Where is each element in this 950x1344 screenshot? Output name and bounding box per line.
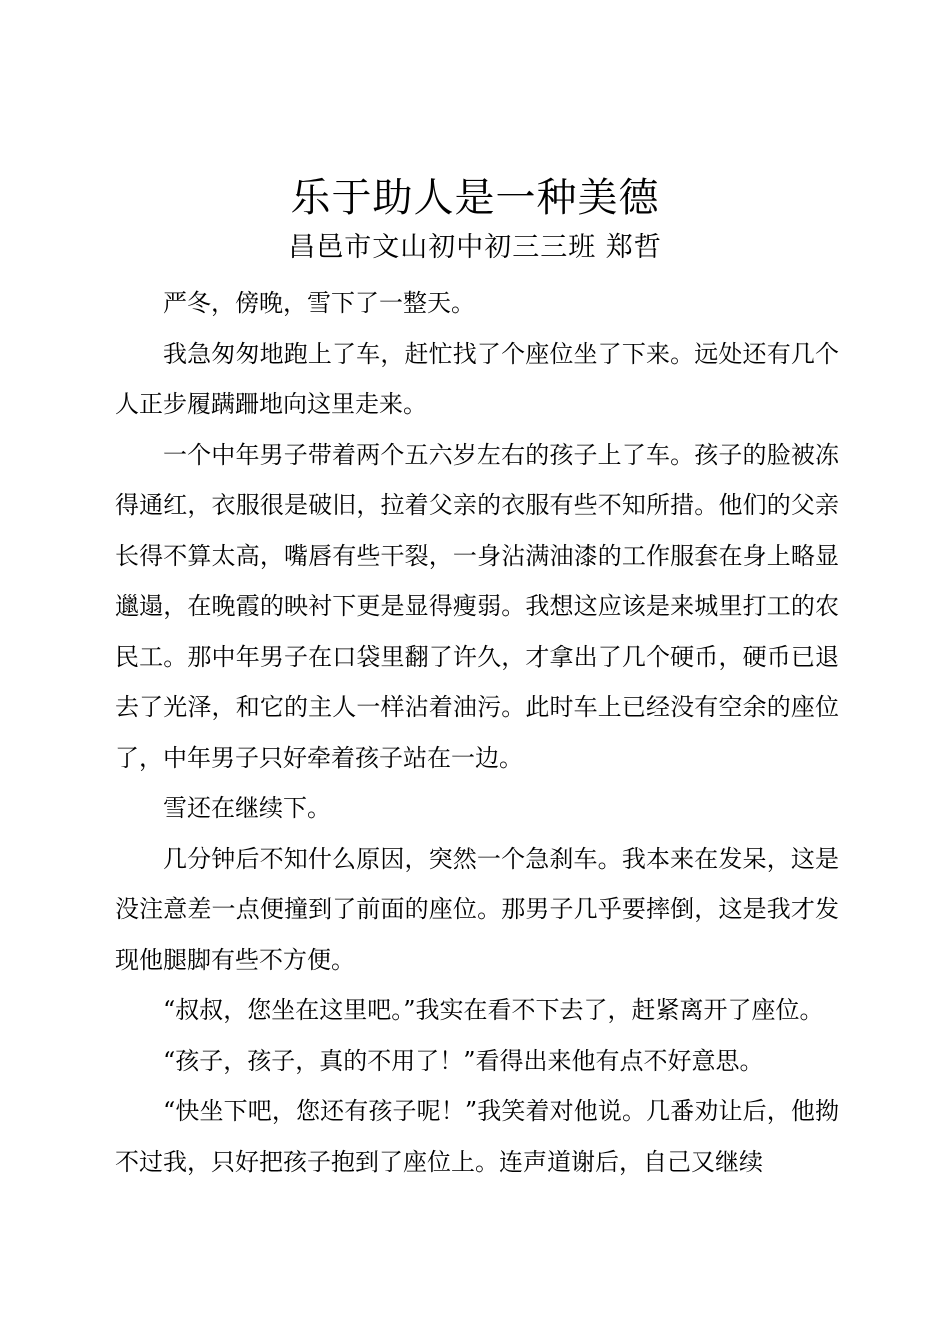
paragraph: “孩子，孩子，真的不用了！”看得出来他有点不好意思。 bbox=[163, 1046, 764, 1075]
paragraph: 雪还在继续下。 bbox=[163, 794, 331, 822]
paragraph: “叔叔，您坐在这里吧。”我实在看不下去了，赶紧离开了座位。 bbox=[163, 996, 824, 1024]
paragraph: 我急匆匆地跑上了车，赶忙找了个座位坐了下来。远处还有几个人正步履蹒跚地向这里走来。 bbox=[115, 339, 839, 418]
paragraph: 严冬，傍晚，雪下了一整天。 bbox=[163, 289, 475, 317]
paragraph: 一个中年男子带着两个五六岁左右的孩子上了车。孩子的脸被冻得通红，衣服很是破旧，拉着父亲的衣服有些不知所措。他们的父亲长得不算太高，嘴唇有些干裂，一身沾满油漆的工作服套在身上略显邋遢，在晚霞的映衬下更是显得瘦弱。我想这应该是来城里打工的农民工。那中年男子在口袋里翻了许久，才拿出了几个硬币，硬币已退去了光泽，和它的主人一样沾着油污。此时车上已经没有空余的座位了，中年男子只好牵着孩子站在一边。 bbox=[115, 440, 839, 772]
essay-title: 乐于助人是一种美德 bbox=[290, 175, 660, 221]
paragraph: 几分钟后不知什么原因，突然一个急刹车。我本来在发呆，这是没注意差一点便撞到了前面的座位。那男子几乎要摔倒，这是我才发现他腿脚有些不方便。 bbox=[115, 844, 839, 974]
essay-body bbox=[115, 278, 839, 1187]
paragraph: “快坐下吧，您还有孩子呢！”我笑着对他说。几番劝让后，他拗不过我，只好把孩子抱到了座位上。连声道谢后，自己又继续 bbox=[115, 1097, 839, 1176]
essay-byline: 昌邑市文山初中初三三班 郑哲 bbox=[288, 232, 662, 263]
